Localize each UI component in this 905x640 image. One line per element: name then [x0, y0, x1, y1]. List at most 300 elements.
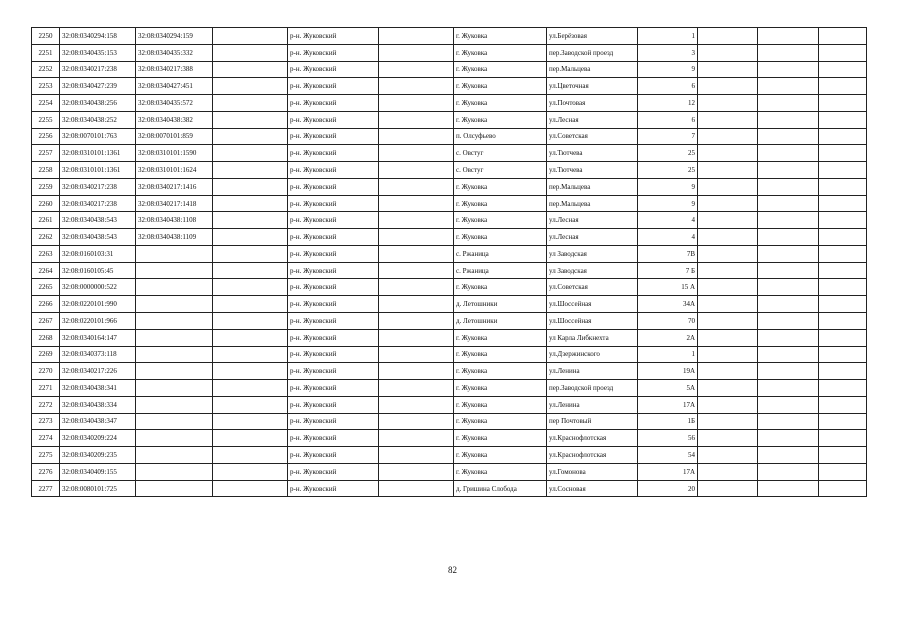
- row-number-cell: 2268: [32, 329, 60, 346]
- district-cell: р-н. Жуковский: [288, 363, 379, 380]
- cadastral-number-cell: 32:08:0310101:1361: [60, 145, 136, 162]
- district-cell: р-н. Жуковский: [288, 447, 379, 464]
- blank-cell: [819, 128, 867, 145]
- blank-cell: [213, 195, 288, 212]
- cadastral-number-cell: 32:08:0340438:334: [60, 396, 136, 413]
- blank-cell: [213, 229, 288, 246]
- house-number-cell: 17А: [638, 463, 698, 480]
- blank-cell: [698, 128, 758, 145]
- street-cell: пер.Мальцева: [547, 61, 638, 78]
- blank-cell: [819, 363, 867, 380]
- street-cell: ул.Лесная: [547, 111, 638, 128]
- row-number-cell: 2253: [32, 78, 60, 95]
- street-cell: ул.Берёзовая: [547, 28, 638, 45]
- cadastral-number-cell: 32:08:0340427:239: [60, 78, 136, 95]
- row-number-cell: 2257: [32, 145, 60, 162]
- house-number-cell: 56: [638, 430, 698, 447]
- row-number-cell: 2270: [32, 363, 60, 380]
- blank-cell: [819, 396, 867, 413]
- blank-cell: [213, 329, 288, 346]
- cadastral-number-cell: 32:08:0310101:1361: [60, 162, 136, 179]
- district-cell: р-н. Жуковский: [288, 480, 379, 497]
- blank-cell: [819, 447, 867, 464]
- row-number-cell: 2269: [32, 346, 60, 363]
- blank-cell: [698, 463, 758, 480]
- blank-cell: [213, 380, 288, 397]
- settlement-cell: п. Олсуфьево: [454, 128, 547, 145]
- district-cell: р-н. Жуковский: [288, 380, 379, 397]
- blank-cell: [758, 480, 819, 497]
- blank-cell: [213, 296, 288, 313]
- blank-cell: [213, 111, 288, 128]
- table-row: [32, 145, 867, 162]
- cadastral-number-cell: 32:08:0340438:256: [60, 95, 136, 112]
- house-number-cell: 3: [638, 44, 698, 61]
- blank-cell: [758, 296, 819, 313]
- street-cell: ул Заводская: [547, 245, 638, 262]
- related-cadastral-number-cell: 32:08:0340427:451: [136, 78, 213, 95]
- row-number-cell: 2263: [32, 245, 60, 262]
- house-number-cell: 54: [638, 447, 698, 464]
- house-number-cell: 19А: [638, 363, 698, 380]
- settlement-cell: г. Жуковка: [454, 363, 547, 380]
- blank-cell: [758, 61, 819, 78]
- cadastral-number-cell: 32:08:0340294:158: [60, 28, 136, 45]
- related-cadastral-number-cell: 32:08:0340217:1418: [136, 195, 213, 212]
- district-cell: р-н. Жуковский: [288, 128, 379, 145]
- blank-cell: [379, 313, 454, 330]
- district-cell: р-н. Жуковский: [288, 111, 379, 128]
- blank-cell: [819, 178, 867, 195]
- blank-cell: [698, 447, 758, 464]
- house-number-cell: 1: [638, 28, 698, 45]
- street-cell: ул.Ленина: [547, 363, 638, 380]
- blank-cell: [698, 78, 758, 95]
- row-number-cell: 2261: [32, 212, 60, 229]
- cadastral-number-cell: 32:08:0340435:153: [60, 44, 136, 61]
- blank-cell: [379, 95, 454, 112]
- cadastral-number-cell: 32:08:0160105:45: [60, 262, 136, 279]
- row-number-cell: 2258: [32, 162, 60, 179]
- blank-cell: [379, 279, 454, 296]
- table-row: [32, 380, 867, 397]
- related-cadastral-number-cell: 32:08:0340435:332: [136, 44, 213, 61]
- street-cell: ул.Тютчева: [547, 145, 638, 162]
- blank-cell: [698, 430, 758, 447]
- blank-cell: [379, 128, 454, 145]
- related-cadastral-number-cell: 32:08:0340217:388: [136, 61, 213, 78]
- settlement-cell: д. Летошники: [454, 296, 547, 313]
- table-row: [32, 329, 867, 346]
- house-number-cell: 9: [638, 178, 698, 195]
- street-cell: ул.Шоссейная: [547, 313, 638, 330]
- row-number-cell: 2255: [32, 111, 60, 128]
- blank-cell: [213, 346, 288, 363]
- related-cadastral-number-cell: 32:08:0340438:1108: [136, 212, 213, 229]
- house-number-cell: 5А: [638, 380, 698, 397]
- blank-cell: [213, 162, 288, 179]
- blank-cell: [698, 329, 758, 346]
- house-number-cell: 7В: [638, 245, 698, 262]
- street-cell: ул.Тютчева: [547, 162, 638, 179]
- blank-cell: [213, 78, 288, 95]
- cadastral-number-cell: 32:08:0340209:235: [60, 447, 136, 464]
- street-cell: ул.Лесная: [547, 212, 638, 229]
- row-number-cell: 2275: [32, 447, 60, 464]
- table-row: [32, 212, 867, 229]
- blank-cell: [819, 262, 867, 279]
- blank-cell: [213, 178, 288, 195]
- street-cell: пер.Мальцева: [547, 178, 638, 195]
- blank-cell: [758, 430, 819, 447]
- district-cell: р-н. Жуковский: [288, 413, 379, 430]
- blank-cell: [819, 78, 867, 95]
- row-number-cell: 2264: [32, 262, 60, 279]
- row-number-cell: 2250: [32, 28, 60, 45]
- district-cell: р-н. Жуковский: [288, 262, 379, 279]
- related-cadastral-number-cell: 32:08:0340438:1109: [136, 229, 213, 246]
- blank-cell: [379, 111, 454, 128]
- district-cell: р-н. Жуковский: [288, 245, 379, 262]
- blank-cell: [758, 396, 819, 413]
- district-cell: р-н. Жуковский: [288, 78, 379, 95]
- related-cadastral-number-cell: 32:08:0310101:1590: [136, 145, 213, 162]
- street-cell: ул.Шоссейная: [547, 296, 638, 313]
- blank-cell: [213, 145, 288, 162]
- blank-cell: [213, 396, 288, 413]
- cadastral-number-cell: 32:08:0340438:543: [60, 212, 136, 229]
- house-number-cell: 7: [638, 128, 698, 145]
- related-cadastral-number-cell: [136, 380, 213, 397]
- blank-cell: [758, 78, 819, 95]
- blank-cell: [758, 178, 819, 195]
- house-number-cell: 20: [638, 480, 698, 497]
- district-cell: р-н. Жуковский: [288, 229, 379, 246]
- blank-cell: [758, 162, 819, 179]
- blank-cell: [698, 262, 758, 279]
- street-cell: ул.Почтовая: [547, 95, 638, 112]
- street-cell: ул.Лесная: [547, 229, 638, 246]
- blank-cell: [758, 212, 819, 229]
- blank-cell: [698, 44, 758, 61]
- blank-cell: [379, 262, 454, 279]
- table-row: [32, 61, 867, 78]
- street-cell: ул.Дзержинского: [547, 346, 638, 363]
- blank-cell: [379, 178, 454, 195]
- settlement-cell: г. Жуковка: [454, 44, 547, 61]
- related-cadastral-number-cell: [136, 313, 213, 330]
- blank-cell: [379, 245, 454, 262]
- blank-cell: [379, 346, 454, 363]
- district-cell: р-н. Жуковский: [288, 145, 379, 162]
- settlement-cell: г. Жуковка: [454, 178, 547, 195]
- blank-cell: [819, 61, 867, 78]
- related-cadastral-number-cell: [136, 430, 213, 447]
- blank-cell: [213, 413, 288, 430]
- blank-cell: [758, 313, 819, 330]
- cadastral-number-cell: 32:08:0080101:725: [60, 480, 136, 497]
- table-row: [32, 296, 867, 313]
- blank-cell: [213, 363, 288, 380]
- settlement-cell: г. Жуковка: [454, 396, 547, 413]
- district-cell: р-н. Жуковский: [288, 162, 379, 179]
- blank-cell: [213, 313, 288, 330]
- settlement-cell: г. Жуковка: [454, 447, 547, 464]
- street-cell: пер.Заводской проезд: [547, 380, 638, 397]
- blank-cell: [379, 447, 454, 464]
- district-cell: р-н. Жуковский: [288, 95, 379, 112]
- blank-cell: [698, 480, 758, 497]
- street-cell: пер.Мальцева: [547, 195, 638, 212]
- blank-cell: [213, 463, 288, 480]
- house-number-cell: 1: [638, 346, 698, 363]
- table-row: [32, 111, 867, 128]
- district-cell: р-н. Жуковский: [288, 463, 379, 480]
- related-cadastral-number-cell: [136, 262, 213, 279]
- blank-cell: [819, 162, 867, 179]
- row-number-cell: 2251: [32, 44, 60, 61]
- house-number-cell: 4: [638, 212, 698, 229]
- related-cadastral-number-cell: [136, 413, 213, 430]
- district-cell: р-н. Жуковский: [288, 313, 379, 330]
- table-row: [32, 413, 867, 430]
- settlement-cell: г. Жуковка: [454, 413, 547, 430]
- blank-cell: [819, 346, 867, 363]
- settlement-cell: г. Жуковка: [454, 430, 547, 447]
- blank-cell: [698, 95, 758, 112]
- table-row: [32, 95, 867, 112]
- blank-cell: [213, 430, 288, 447]
- blank-cell: [758, 279, 819, 296]
- row-number-cell: 2266: [32, 296, 60, 313]
- blank-cell: [698, 195, 758, 212]
- settlement-cell: с. Овстуг: [454, 162, 547, 179]
- table-row: [32, 245, 867, 262]
- registry-table: [31, 27, 867, 497]
- blank-cell: [213, 128, 288, 145]
- settlement-cell: с. Овстуг: [454, 145, 547, 162]
- blank-cell: [698, 363, 758, 380]
- blank-cell: [819, 313, 867, 330]
- cadastral-number-cell: 32:08:0220101:990: [60, 296, 136, 313]
- table-row: [32, 430, 867, 447]
- house-number-cell: 25: [638, 162, 698, 179]
- row-number-cell: 2252: [32, 61, 60, 78]
- cadastral-number-cell: 32:08:0340438:347: [60, 413, 136, 430]
- blank-cell: [698, 380, 758, 397]
- table-row: [32, 262, 867, 279]
- cadastral-number-cell: 32:08:0340373:118: [60, 346, 136, 363]
- blank-cell: [758, 229, 819, 246]
- table-row: [32, 279, 867, 296]
- blank-cell: [379, 329, 454, 346]
- blank-cell: [819, 111, 867, 128]
- blank-cell: [819, 229, 867, 246]
- blank-cell: [698, 245, 758, 262]
- settlement-cell: д. Летошники: [454, 313, 547, 330]
- blank-cell: [379, 380, 454, 397]
- district-cell: р-н. Жуковский: [288, 195, 379, 212]
- related-cadastral-number-cell: [136, 463, 213, 480]
- related-cadastral-number-cell: [136, 296, 213, 313]
- blank-cell: [379, 430, 454, 447]
- table-row: [32, 28, 867, 45]
- blank-cell: [819, 195, 867, 212]
- blank-cell: [698, 346, 758, 363]
- street-cell: ул.Сосновая: [547, 480, 638, 497]
- district-cell: р-н. Жуковский: [288, 212, 379, 229]
- table-row: [32, 363, 867, 380]
- street-cell: ул.Гомонова: [547, 463, 638, 480]
- blank-cell: [213, 279, 288, 296]
- house-number-cell: 15 А: [638, 279, 698, 296]
- settlement-cell: г. Жуковка: [454, 279, 547, 296]
- house-number-cell: 34А: [638, 296, 698, 313]
- blank-cell: [379, 78, 454, 95]
- district-cell: р-н. Жуковский: [288, 329, 379, 346]
- street-cell: ул Заводская: [547, 262, 638, 279]
- blank-cell: [698, 61, 758, 78]
- street-cell: ул.Краснофлотская: [547, 430, 638, 447]
- table-row: [32, 229, 867, 246]
- blank-cell: [379, 480, 454, 497]
- cadastral-number-cell: 32:08:0340217:238: [60, 178, 136, 195]
- cadastral-number-cell: 32:08:0340409:155: [60, 463, 136, 480]
- house-number-cell: 9: [638, 195, 698, 212]
- house-number-cell: 25: [638, 145, 698, 162]
- blank-cell: [379, 363, 454, 380]
- blank-cell: [698, 279, 758, 296]
- district-cell: р-н. Жуковский: [288, 178, 379, 195]
- related-cadastral-number-cell: 32:08:0340435:572: [136, 95, 213, 112]
- row-number-cell: 2277: [32, 480, 60, 497]
- house-number-cell: 12: [638, 95, 698, 112]
- blank-cell: [213, 245, 288, 262]
- blank-cell: [213, 44, 288, 61]
- blank-cell: [213, 480, 288, 497]
- blank-cell: [698, 111, 758, 128]
- settlement-cell: г. Жуковка: [454, 212, 547, 229]
- related-cadastral-number-cell: 32:08:0340438:382: [136, 111, 213, 128]
- street-cell: пер Почтовый: [547, 413, 638, 430]
- table-row: [32, 480, 867, 497]
- blank-cell: [819, 279, 867, 296]
- cadastral-number-cell: 32:08:0340217:226: [60, 363, 136, 380]
- blank-cell: [698, 396, 758, 413]
- table-row: [32, 396, 867, 413]
- related-cadastral-number-cell: [136, 346, 213, 363]
- blank-cell: [379, 212, 454, 229]
- settlement-cell: г. Жуковка: [454, 195, 547, 212]
- blank-cell: [379, 396, 454, 413]
- blank-cell: [379, 28, 454, 45]
- row-number-cell: 2276: [32, 463, 60, 480]
- district-cell: р-н. Жуковский: [288, 61, 379, 78]
- house-number-cell: 2А: [638, 329, 698, 346]
- blank-cell: [819, 480, 867, 497]
- cadastral-number-cell: 32:08:0340217:238: [60, 195, 136, 212]
- related-cadastral-number-cell: [136, 363, 213, 380]
- blank-cell: [758, 413, 819, 430]
- blank-cell: [213, 95, 288, 112]
- settlement-cell: г. Жуковка: [454, 229, 547, 246]
- blank-cell: [758, 128, 819, 145]
- related-cadastral-number-cell: [136, 279, 213, 296]
- settlement-cell: г. Жуковка: [454, 329, 547, 346]
- settlement-cell: г. Жуковка: [454, 95, 547, 112]
- related-cadastral-number-cell: [136, 480, 213, 497]
- district-cell: р-н. Жуковский: [288, 28, 379, 45]
- related-cadastral-number-cell: 32:08:0070101:859: [136, 128, 213, 145]
- street-cell: ул.Ленина: [547, 396, 638, 413]
- blank-cell: [758, 463, 819, 480]
- row-number-cell: 2265: [32, 279, 60, 296]
- house-number-cell: 9: [638, 61, 698, 78]
- blank-cell: [819, 212, 867, 229]
- blank-cell: [698, 212, 758, 229]
- related-cadastral-number-cell: [136, 396, 213, 413]
- settlement-cell: с. Ржаница: [454, 262, 547, 279]
- cadastral-number-cell: 32:08:0340164:147: [60, 329, 136, 346]
- blank-cell: [819, 296, 867, 313]
- settlement-cell: г. Жуковка: [454, 111, 547, 128]
- table-body: [32, 28, 867, 497]
- blank-cell: [698, 28, 758, 45]
- street-cell: ул.Цветочная: [547, 78, 638, 95]
- table-row: [32, 313, 867, 330]
- blank-cell: [758, 145, 819, 162]
- blank-cell: [379, 296, 454, 313]
- cadastral-number-cell: 32:08:0340209:224: [60, 430, 136, 447]
- blank-cell: [698, 178, 758, 195]
- table-row: [32, 178, 867, 195]
- row-number-cell: 2262: [32, 229, 60, 246]
- blank-cell: [379, 61, 454, 78]
- settlement-cell: д. Гришина Слобода: [454, 480, 547, 497]
- street-cell: ул.Советская: [547, 279, 638, 296]
- blank-cell: [819, 413, 867, 430]
- blank-cell: [758, 245, 819, 262]
- blank-cell: [379, 413, 454, 430]
- cadastral-number-cell: 32:08:0000000:522: [60, 279, 136, 296]
- settlement-cell: г. Жуковка: [454, 463, 547, 480]
- blank-cell: [758, 195, 819, 212]
- blank-cell: [758, 346, 819, 363]
- street-cell: ул.Советская: [547, 128, 638, 145]
- blank-cell: [213, 212, 288, 229]
- blank-cell: [819, 380, 867, 397]
- blank-cell: [758, 95, 819, 112]
- blank-cell: [758, 44, 819, 61]
- row-number-cell: 2254: [32, 95, 60, 112]
- related-cadastral-number-cell: [136, 245, 213, 262]
- house-number-cell: 4: [638, 229, 698, 246]
- blank-cell: [819, 245, 867, 262]
- settlement-cell: с. Ржаница: [454, 245, 547, 262]
- settlement-cell: г. Жуковка: [454, 346, 547, 363]
- table-row: [32, 78, 867, 95]
- table-row: [32, 44, 867, 61]
- blank-cell: [213, 61, 288, 78]
- blank-cell: [819, 463, 867, 480]
- street-cell: пер.Заводской проезд: [547, 44, 638, 61]
- table-row: [32, 346, 867, 363]
- house-number-cell: 6: [638, 111, 698, 128]
- district-cell: р-н. Жуковский: [288, 296, 379, 313]
- cadastral-number-cell: 32:08:0340217:238: [60, 61, 136, 78]
- street-cell: ул Карла Либкнехта: [547, 329, 638, 346]
- blank-cell: [698, 162, 758, 179]
